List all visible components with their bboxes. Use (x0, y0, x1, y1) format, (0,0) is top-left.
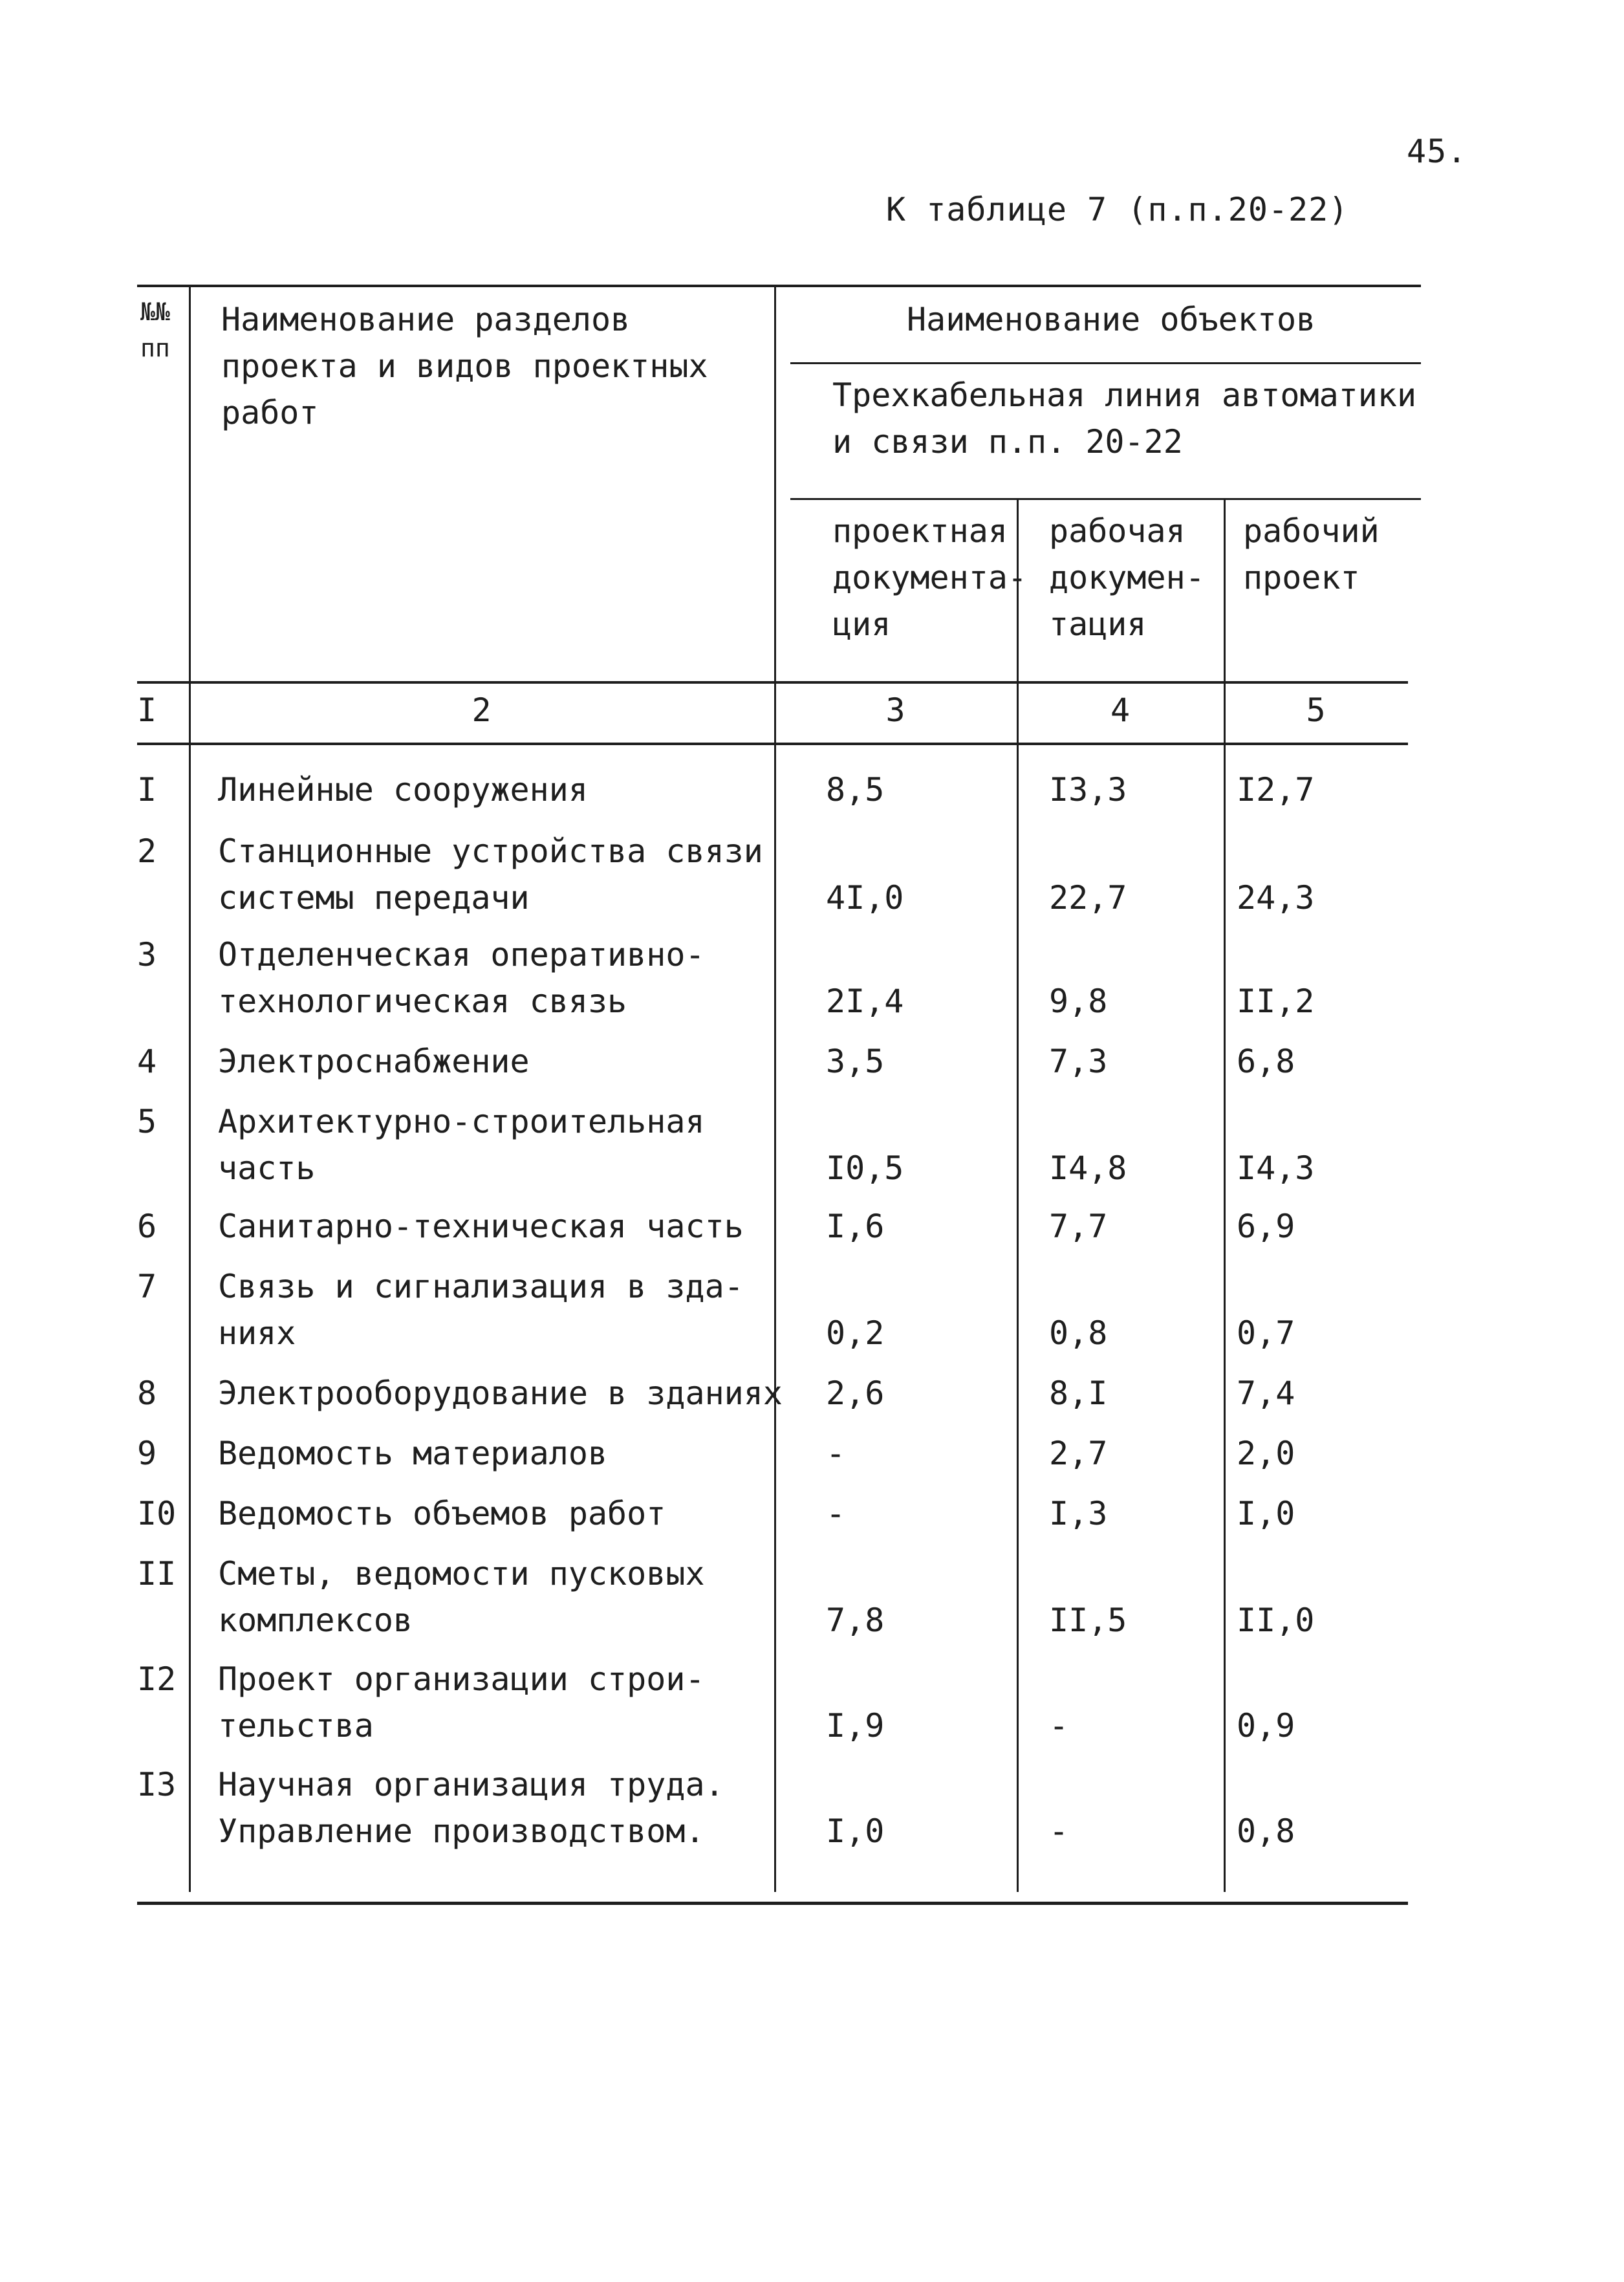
row-number: 6 (137, 1208, 157, 1245)
column-rule-2 (774, 285, 776, 1892)
colnum-2: 2 (471, 691, 492, 729)
row-name: Электрооборудование в зданиях (218, 1375, 783, 1412)
header-col5: рабочий проект (1243, 512, 1380, 596)
row-value-col5: 24,3 (1237, 879, 1315, 917)
row-number: 8 (137, 1375, 157, 1412)
header-col4: рабочая докумен- тация (1049, 512, 1205, 643)
row-value-col3: - (826, 1495, 846, 1532)
row-name: Ведомость материалов (218, 1435, 608, 1472)
row-value-col5: 6,9 (1237, 1208, 1295, 1245)
row-value-col3: 4I,0 (826, 879, 904, 917)
row-value-col4: 2,7 (1049, 1435, 1108, 1472)
row-value-col3: 0,2 (826, 1314, 885, 1352)
row-number: 9 (137, 1435, 157, 1472)
row-value-col4: 7,7 (1049, 1208, 1108, 1245)
objects-header-rule (790, 362, 1421, 364)
row-value-col3: I,6 (826, 1208, 885, 1245)
row-value-col4: 7,3 (1049, 1043, 1108, 1080)
row-number: 3 (137, 936, 157, 973)
row-number: I2 (137, 1660, 177, 1698)
row-name: Проект организации строи- тельства (218, 1660, 705, 1744)
row-name: Научная организация труда. Управление производством. (218, 1766, 724, 1850)
row-name: Электроснабжение (218, 1043, 530, 1080)
row-value-col3: I,0 (826, 1812, 885, 1850)
table-bottom-rule (137, 1902, 1408, 1905)
header-col3: проектная документа- ция (832, 512, 1028, 643)
header-num: №№ пп (140, 298, 170, 362)
row-number: 7 (137, 1268, 157, 1305)
row-number: I0 (137, 1495, 177, 1532)
table-top-rule (137, 285, 1421, 287)
row-number: II (137, 1555, 177, 1592)
row-value-col3: 7,8 (826, 1602, 885, 1639)
header-bottom-rule (137, 681, 1408, 684)
colnum-3: 3 (885, 691, 905, 729)
colnum-4: 4 (1110, 691, 1131, 729)
line-header-rule (790, 498, 1421, 500)
row-name: Архитектурно-строительная часть (218, 1103, 705, 1187)
row-value-col4: 8,I (1049, 1375, 1108, 1412)
row-name: Связь и сигнализация в зда- ниях (218, 1268, 744, 1352)
row-number: I (137, 771, 157, 809)
row-value-col4: I,3 (1049, 1495, 1108, 1532)
row-name: Санитарно-техническая часть (218, 1208, 744, 1245)
row-value-col5: 2,0 (1237, 1435, 1295, 1472)
colnum-1: I (137, 691, 157, 729)
row-value-col4: - (1049, 1812, 1069, 1850)
data-table (137, 285, 1421, 1924)
row-value-col4: I4,8 (1049, 1149, 1127, 1187)
row-value-col3: 8,5 (826, 771, 885, 809)
row-value-col5: 0,8 (1237, 1812, 1295, 1850)
row-value-col4: 0,8 (1049, 1314, 1108, 1352)
row-name: Линейные сооружения (218, 771, 588, 809)
page-number: 45. (1407, 133, 1467, 170)
row-number: 5 (137, 1103, 157, 1140)
colnum-5: 5 (1306, 691, 1326, 729)
column-numbers-rule (137, 743, 1408, 745)
row-number: I3 (137, 1766, 177, 1803)
row-value-col5: 7,4 (1237, 1375, 1295, 1412)
row-value-col5: 0,9 (1237, 1707, 1295, 1744)
row-value-col3: 3,5 (826, 1043, 885, 1080)
row-name: Отделенческая оперативно- технологическая связь (218, 936, 705, 1020)
row-value-col3: I,9 (826, 1707, 885, 1744)
row-value-col4: 22,7 (1049, 879, 1127, 917)
row-value-col5: I,0 (1237, 1495, 1295, 1532)
row-value-col3: 2I,4 (826, 983, 904, 1020)
row-name: Сметы, ведомости пусковых комплексов (218, 1555, 705, 1639)
row-name: Ведомость объемов работ (218, 1495, 666, 1532)
header-objects: Наименование объектов (907, 301, 1316, 338)
column-rule-1 (189, 285, 191, 1892)
row-value-col5: II,2 (1237, 983, 1315, 1020)
table-caption: К таблице 7 (п.п.20-22) (886, 191, 1349, 228)
row-value-col5: I4,3 (1237, 1149, 1315, 1187)
row-value-col3: I0,5 (826, 1149, 904, 1187)
row-value-col5: 6,8 (1237, 1043, 1295, 1080)
row-number: 4 (137, 1043, 157, 1080)
row-value-col5: II,0 (1237, 1602, 1315, 1639)
row-value-col3: 2,6 (826, 1375, 885, 1412)
header-sections: Наименование разделов проекта и видов проектных работ (221, 301, 708, 431)
header-line-name: Трехкабельная линия автоматики и связи п.п. 20-22 (832, 376, 1417, 461)
row-value-col4: 9,8 (1049, 983, 1108, 1020)
row-value-col3: - (826, 1435, 846, 1472)
row-number: 2 (137, 832, 157, 870)
row-value-col5: I2,7 (1237, 771, 1315, 809)
row-value-col5: 0,7 (1237, 1314, 1295, 1352)
row-value-col4: I3,3 (1049, 771, 1127, 809)
row-value-col4: II,5 (1049, 1602, 1127, 1639)
row-value-col4: - (1049, 1707, 1069, 1744)
row-name: Станционные устройства связи системы передачи (218, 832, 763, 917)
